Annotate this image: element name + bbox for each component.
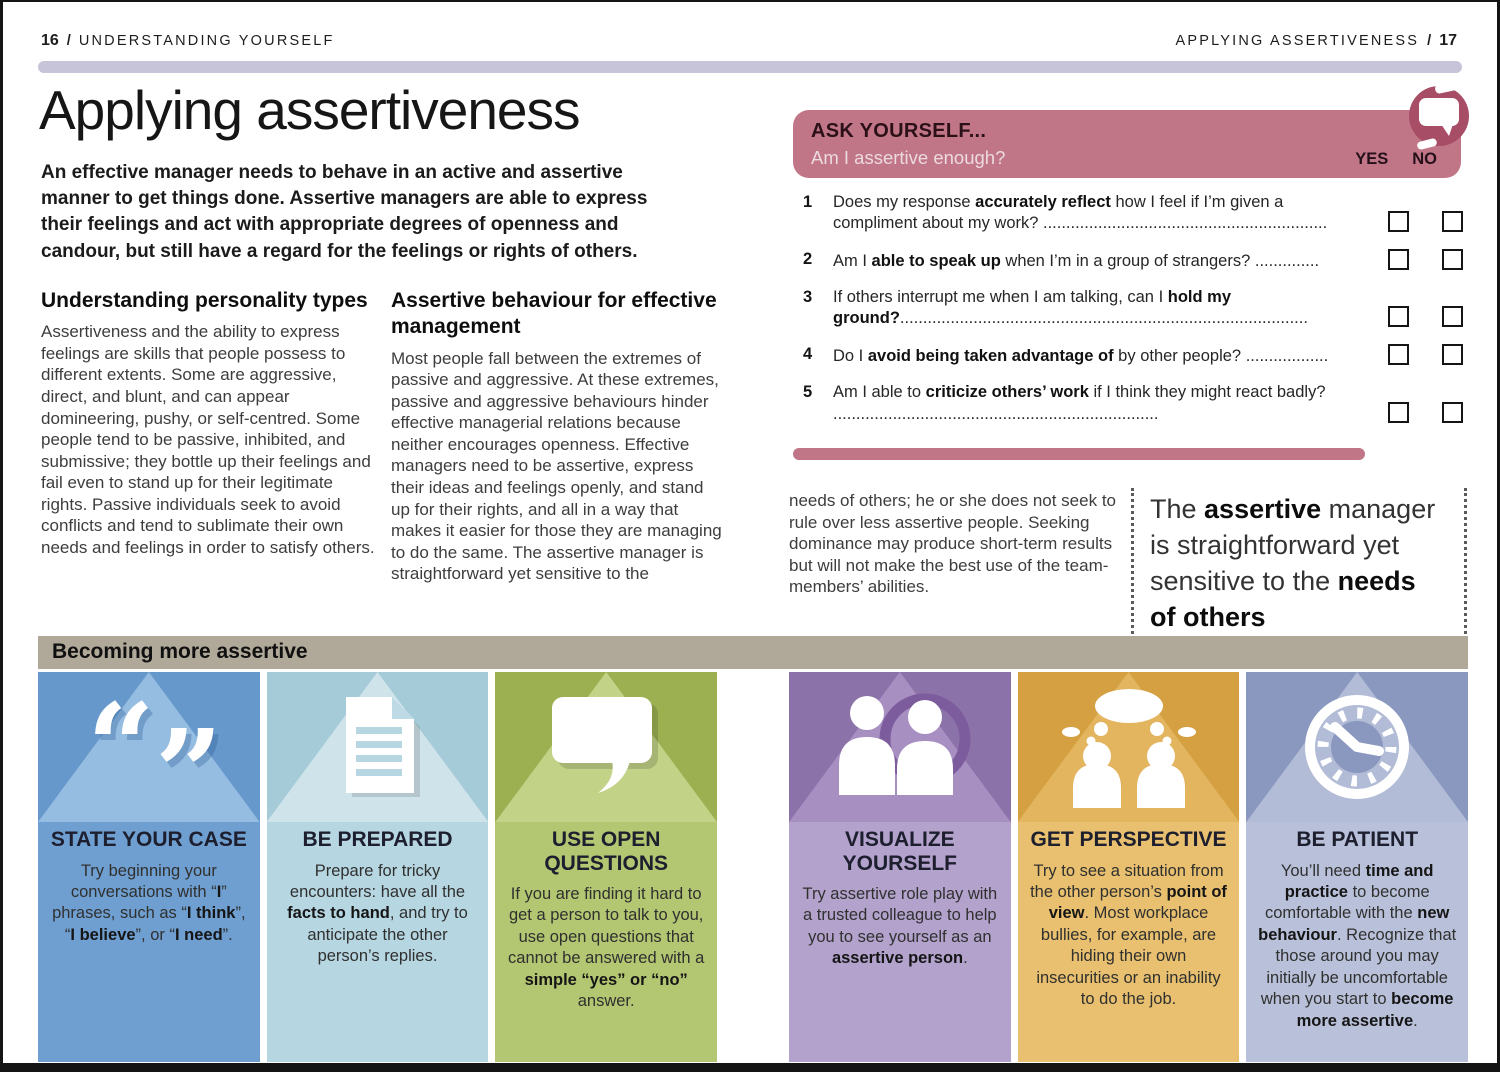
no-label: NO (1412, 150, 1437, 168)
header-left (41, 32, 335, 50)
column-heading: Assertive behaviour for effective management (391, 289, 717, 339)
card-title: USE OPEN QUESTIONS (544, 828, 669, 875)
intro-paragraph: An effective manager needs to behave in an active and assertive manner to get things done. Assertive managers are able to express their feelings and act with appropriate degrees of openness and candour, but still have a regard for the feelings or rights of others. (41, 162, 648, 262)
assertiveness-checklist (803, 192, 1463, 440)
yes-checkbox[interactable] (1388, 306, 1409, 327)
question-number: 5 (803, 383, 813, 402)
no-checkbox[interactable] (1442, 402, 1463, 423)
ask-yourself-box (793, 110, 1461, 178)
checklist-row (803, 344, 1463, 367)
column-personality-types (41, 288, 375, 559)
card-text: Try assertive role play with a trusted colleague to help you to see yourself as an assertive person. (802, 885, 998, 968)
checklist-row (803, 192, 1463, 234)
thought-people-icon (1018, 672, 1240, 822)
question-number: 3 (803, 288, 813, 307)
card-group-left (38, 672, 717, 1062)
ask-yourself-title: ASK YOURSELF... (811, 120, 987, 142)
yes-checkbox[interactable] (1388, 211, 1409, 232)
strip-title: Becoming more assertive (52, 640, 308, 663)
column-assertive-behaviour (391, 288, 725, 585)
page-title: Applying assertiveness (39, 79, 580, 141)
no-checkbox[interactable] (1442, 344, 1463, 365)
page-header (41, 32, 1457, 50)
page-number-left: 16 (41, 32, 59, 49)
card-group-right (789, 672, 1468, 1062)
column-heading: Understanding personality types (41, 289, 368, 312)
ask-yourself-subtitle: Am I assertive enough? (811, 147, 1006, 168)
no-checkbox[interactable] (1442, 249, 1463, 270)
card-title: VISUALIZE YOURSELF (842, 828, 957, 875)
question-text: Am I able to speak up when I’m in a group of strangers? .............. (833, 252, 1320, 271)
yes-label: YES (1355, 150, 1389, 168)
yes-checkbox[interactable] (1388, 402, 1409, 423)
tip-cards (38, 672, 1468, 1062)
column-body: Assertiveness and the ability to express feelings are skills that people possess to different extents. Some are aggressive, direct, and blunt, and can appear domineering, pushy, or self-centred. Some people tend to be passive, inhibited, and submissive; they bottle up their feelings and fail even to stand up for their legitimate rights. Passive individuals seek to avoid conflicts and tend to sublimate their own needs and feelings in order to satisfy others. (41, 322, 375, 558)
card-title: GET PERSPECTIVE (1030, 828, 1227, 851)
card-text: Try beginning your conversations with “I” phrases, such as “I think”, “I believe”, or “I need”. (52, 861, 246, 944)
question-number: 1 (803, 193, 813, 211)
card-text: If you are finding it hard to get a person to talk to you, use open questions that cannot be answered with a simple “yes” or “no” answer. (508, 885, 705, 1011)
question-number: 2 (803, 250, 813, 269)
checklist-row (803, 249, 1463, 272)
lavender-rule (38, 61, 1462, 73)
speech-bubble-icon (1409, 86, 1469, 146)
mirror-people-icon (789, 672, 1011, 822)
section-title-right: APPLYING ASSERTIVENESS (1175, 33, 1420, 49)
pull-quote: The assertive manager is straightforward yet sensitive to the needs of others (1131, 488, 1467, 640)
section-title-left: UNDERSTANDING YOURSELF (78, 33, 335, 49)
question-text: Do I avoid being taken advantage of by other people? .................. (833, 347, 1329, 366)
yes-no-header (1355, 150, 1437, 169)
question-text: Am I able to criticize others’ work if I think they might react badly? ....................................................................... (833, 383, 1326, 423)
card-title: BE PREPARED (302, 828, 453, 851)
speech-bubble-icon (495, 672, 717, 822)
header-separator: / (66, 33, 71, 49)
continuation-paragraph: needs of others; he or she does not seek to rule over less assertive people. Seeking dominance may produce short-term results but will not make the best use of the team-members’ abilities. (789, 491, 1116, 597)
checklist-row (803, 287, 1463, 329)
document-icon (267, 672, 489, 822)
card-title: BE PATIENT (1296, 828, 1419, 851)
question-number: 4 (803, 345, 813, 364)
header-right (1175, 32, 1457, 50)
yes-checkbox[interactable] (1388, 249, 1409, 270)
checklist-row (803, 382, 1463, 424)
question-text: If others interrupt me when I am talking, can I hold my ground?......................................................................................... (833, 288, 1308, 328)
card-text: Prepare for tricky encounters: have all the facts to hand, and try to anticipate the other person’s replies. (287, 861, 468, 966)
clock-icon (1246, 672, 1468, 822)
tip-card (38, 672, 260, 1062)
page-number-right: 17 (1439, 32, 1457, 49)
tip-card (789, 672, 1011, 1062)
yes-checkbox[interactable] (1388, 344, 1409, 365)
no-checkbox[interactable] (1442, 211, 1463, 232)
no-checkbox[interactable] (1442, 306, 1463, 327)
card-text: You’ll need time and practice to become comfortable with the new behaviour. Recognize that those around you may initially be uncomfortable when you start to become more assertive. (1258, 861, 1457, 1030)
quote-marks-icon: “” (86, 677, 217, 842)
tip-card (1246, 672, 1468, 1062)
tip-card (495, 672, 717, 1062)
card-title: STATE YOUR CASE (50, 828, 247, 851)
column-body: Most people fall between the extremes of passive and aggressive. At these extremes, passive and aggressive behaviours hinder effective managerial relations because neither encourages openness. Effective managers need to be assertive, express their ideas and feelings openly, and stand up for their rights, and all in a way that makes it easier for those they are managing to do the same. The assertive manager is straightforward yet sensitive to the (391, 348, 722, 584)
rose-rule (793, 448, 1365, 460)
becoming-more-assertive-bar (38, 636, 1468, 669)
question-text: Does my response accurately reflect how I feel if I’m given a compliment about my work? .............................................................. (833, 193, 1328, 233)
header-separator: / (1427, 33, 1432, 49)
tip-card (267, 672, 489, 1062)
card-text: Try to see a situation from the other person’s point of view. Most workplace bullies, for example, are hiding their own insecurities or an inability to do the job. (1030, 861, 1227, 1009)
tip-card (1018, 672, 1240, 1062)
